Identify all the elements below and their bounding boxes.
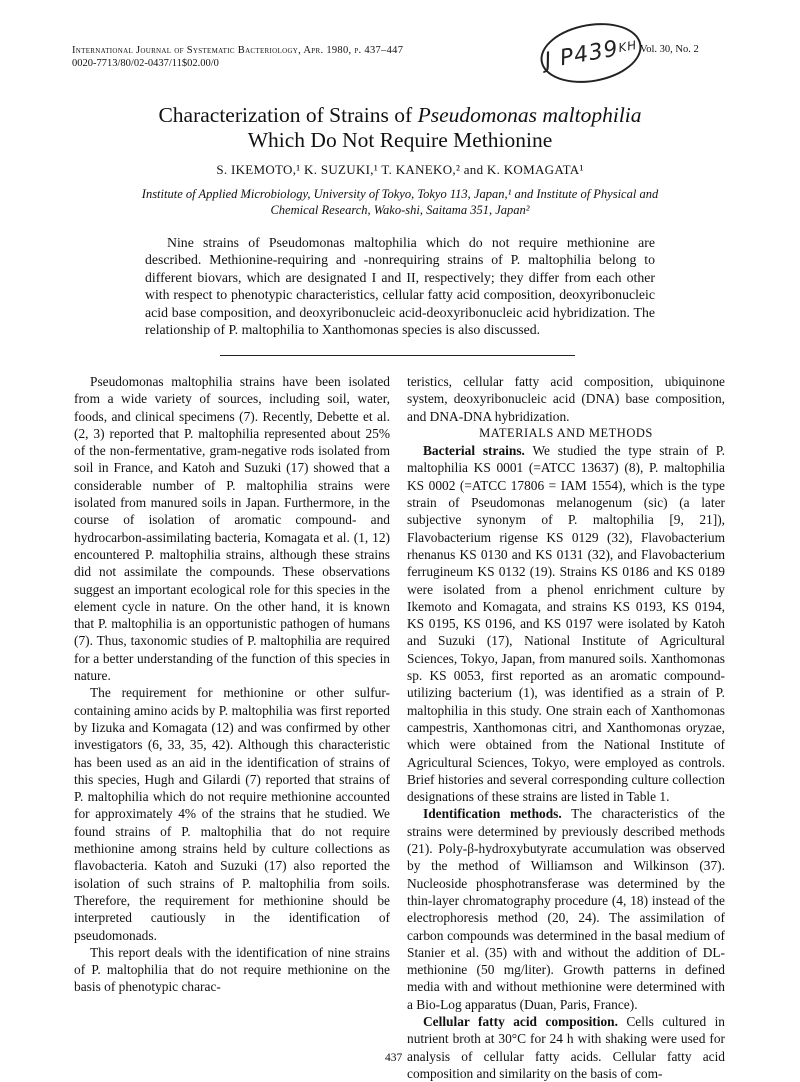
issn-line: 0020-7713/80/02-0437/11$02.00/0 — [72, 58, 219, 69]
page-number: 437 — [385, 1052, 403, 1064]
run-in-heading-identification: Identification methods. — [423, 806, 562, 822]
affiliation-line1: Institute of Applied Microbiology, University of Tokyo, Tokyo 113, Japan,¹ and Institute of Physical and — [141, 187, 659, 201]
volume-issue: Vol. 30, No. 2 — [640, 44, 699, 55]
affiliation-line2: Chemical Research, Wako-shi, Saitama 351, Japan² — [270, 203, 530, 217]
author-list: S. IKEMOTO,¹ K. SUZUKI,¹ T. KANEKO,² and K. KOMAGATA¹ — [216, 162, 584, 177]
intro-paragraph-3: This report deals with the identification of nine strains of P. maltophilia that do not require methionine on the basis of phenotypic charac- — [74, 944, 390, 995]
title-line1-species: Pseudomonas maltophilia — [417, 103, 642, 127]
abstract: Nine strains of Pseudomonas maltophilia which do not require methionine are described. Methionine-requiring and -nonrequiring strains of P. maltophilia belong to different biovars, which are designated I and II, respectively; they differ from each other with respect to phenotypic characteristics, cellular fatty acid composition, deoxyribonucleic acid base composition, and deoxyribonucleic acid-deoxyribonucleic acid hybridization. The relationship of P. maltophilia to Xanthomonas species is also discussed. — [145, 235, 655, 338]
handwritten-stamp — [536, 16, 647, 91]
methods-paragraph-fatty-acid — [407, 1013, 725, 1082]
title-line1-pre: Characterization of Strains of — [158, 103, 418, 127]
stamp-initials: KH — [617, 37, 639, 56]
section-heading: MATERIALS AND METHODS — [479, 425, 653, 440]
affiliations — [60, 186, 740, 218]
article-title — [60, 103, 740, 153]
left-column — [74, 373, 390, 996]
intro-continuation: teristics, cellular fatty acid composition, ubiquinone system, deoxyribonucleic acid (DNA) base composition, and DNA-DNA hybridization. — [407, 374, 725, 424]
intro-paragraph-1: Pseudomonas maltophilia strains have been isolated from a wide variety of sources, including soil, water, foods, and clinical specimens (7). Recently, Debette et al. (2, 3) reported that P. maltophilia represented about 25% of the non-fermentative, gram-negative rods isolated from soil in France, and Katoh and Suzuki (17) showed that a considerable number of P. maltophilia strains were isolated from manured soils in Japan. Furthermore, in the course of isolation of aromatic compound- and hydrocarbon-assimilating bacteria, Komagata et al. (1, 12) encountered P. maltophilia strains, although these strains did not assimilate the compounds. These observations suggest an important ecological role for this species in the element cycle in nature. On the other hand, it is known that P. maltophilia is an opportunistic pathogen of humans (7). Thus, taxonomic studies of P. maltophilia are required for a better understanding of the function of this species in nature. — [74, 374, 390, 684]
journal-citation: International Journal of Systematic Bacteriology, Apr. 1980, p. 437–447 — [72, 45, 404, 56]
run-in-heading-fatty-acid: Cellular fatty acid composition. — [423, 1013, 618, 1029]
right-column — [407, 373, 725, 1082]
title-line2: Which Do Not Require Methionine — [247, 128, 553, 152]
stamp-text: J P439 — [542, 35, 621, 74]
fatty-acid-body: Cells cultured in nutrient broth at 30°C for 24 h with shaking were used for analysis of cellular fatty acids. Cellular fatty acid composition and similarity on the basis of com- — [407, 1013, 725, 1081]
strains-body: We studied the type strain of P. maltophilia KS 0001 (=ATCC 13637) (8), P. maltophilia KS 0002 (=ATCC 17806 = IAM 1554), which is the type strain of Pseudomonas melanogenum (sic) (a later subjective synonym of P. maltophilia [9, 21]), Flavobacterium rigense KS 0129 (32), Flavobacterium rhenanus KS 0130 and KS 0131 (32), and Flavobacterium ferrugineum KS 0132 (19). Strains KS 0186 and KS 0189 were isolated from a phenol enrichment culture by Ikemoto and Komagata, and strains KS 0193, KS 0194, KS 0195, KS 0196, and KS 0197 were isolated by Katoh and Suzuki (17), National Institute of Agricultural Sciences, Tokyo, Japan, from manured soils. Xanthomonas sp. KS 0053, first reported as an aromatic compound-utilizing bacterium (1), was identified as a strain of P. maltophilia in this study. One strain each of Xanthomonas campestris, Xanthomonas citri, and Xanthomonas oryzae, which were obtained from the National Institute of Agricultural Sciences, Tokyo, were employed as controls. Brief histories and several corresponding culture collection designations of these strains are listed in Table 1. — [407, 443, 726, 805]
abstract-divider — [220, 355, 575, 356]
methods-paragraph-identification — [407, 805, 725, 1013]
running-header — [72, 44, 592, 70]
identification-body: The characteristics of the strains were determined by previously described methods (21). Poly-β-hydroxybutyrate accumulation was observed by the method of Williamson and Wilkinson (37). Nucleoside phosphotransferase was determined by the thin-layer chromatography procedure (4, 18) instead of the electrophoresis method (20, 24). The assimilation of carbon compounds was determined in the basal medium of Stanier et al. (35) with and without the addition of DL-methionine (50 mg/liter). Growth patterns in defined media with and without methionine were determined with a Bio-Log apparatus (Duan, Paris, France). — [407, 806, 725, 1012]
run-in-heading-strains: Bacterial strains. — [423, 443, 525, 459]
methods-paragraph-strains — [407, 442, 725, 805]
intro-paragraph-2: The requirement for methionine or other sulfur-containing amino acids by P. maltophilia was first reported by Iizuka and Komagata (12) and was confirmed by other investigators (6, 33, 35, 42). Although this characteristic has been used as an aid in the identification of strains of this species, Hugh and Gilardi (7) reported that strains of P. maltophilia which do not require methionine accounted for approximately 4% of the strains that he studied. We found strains of P. maltophilia that do not require methionine among strains held by culture collections as flavobacteria. Katoh and Suzuki (17) also reported the isolation of such strains of P. maltophilia from soils. Therefore, the requirement for methionine should be interpreted cautiously in the identification of pseudomonads. — [74, 685, 390, 943]
